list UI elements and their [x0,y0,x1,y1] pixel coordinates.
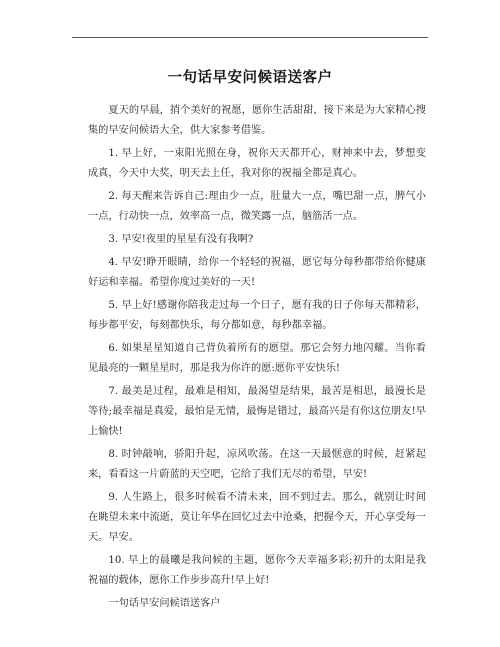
list-item: 4. 早安!睁开眼睛，给你一个轻轻的祝福，愿它每分每秒都带给你健康好运和幸福。希望你度过美好的一天! [88,257,426,288]
list-item: 9. 人生路上，很多时候看不清未来，回不到过去。那么，就别让时间在眺望未来中流逝，莫让年华在回忆过去中沧桑，把握今天，开心享受每一天。早安。 [88,492,426,543]
list-item: 7. 最美是过程，最难是相知，最渴望是结果，最苦是相思，最漫长是等待;最幸福是真爱，最怕是无情，最悔是错过，最高兴是有你这位朋友!早上愉快! [88,386,426,437]
list-item: 6. 如果星星知道自己背负着所有的愿望。那它会努力地闪耀。当你看见最亮的一颗星星时，那是我为你许的愿:愿你平安快乐! [88,343,426,374]
header-rule [72,37,428,38]
document-body [88,101,426,617]
list-item: 3. 早安!夜里的星星有没有我啊? [108,234,254,245]
list-item: 1. 早上好，一束阳光照在身，祝你天天都开心，财神来中去，梦想变成真，今天中大奖，明天去上任，我对你的祝福全都是真心。 [88,148,426,179]
list-item: 2. 每天醒来告诉自己:理由少一点，肚量大一点，嘴巴甜一点，脾气小一点，行动快一点，效率高一点，微笑露一点，脑筋活一点。 [88,191,426,222]
document-title: 一句话早安问候语送客户 [167,69,333,86]
list-item: 8. 时钟敲响，骄阳升起，凉风吹荡。在这一天最惬意的时候，赶紧起来，看看这一片蔚蓝的天空吧，它给了我们无尽的希望，早安! [88,449,426,480]
list-item: 10. 早上的晨曦是我问候的主题，愿你今天幸福多彩;初升的太阳是我祝福的载体，愿你工作步步高升!早上好! [88,555,426,586]
list-item: 5. 早上好!感谢你陪我走过每一个日子，愿有我的日子你每天都精彩，每步都平安，每刻都快乐，每分都如意，每秒都幸福。 [88,300,426,331]
intro-paragraph: 夏天的早晨，捎个美好的祝愿，愿你生活甜甜，接下来是为大家精心搜集的早安问候语大全，供大家参考借鉴。 [88,105,426,136]
footer-text: 一句话早安问候语送客户 [108,598,221,609]
